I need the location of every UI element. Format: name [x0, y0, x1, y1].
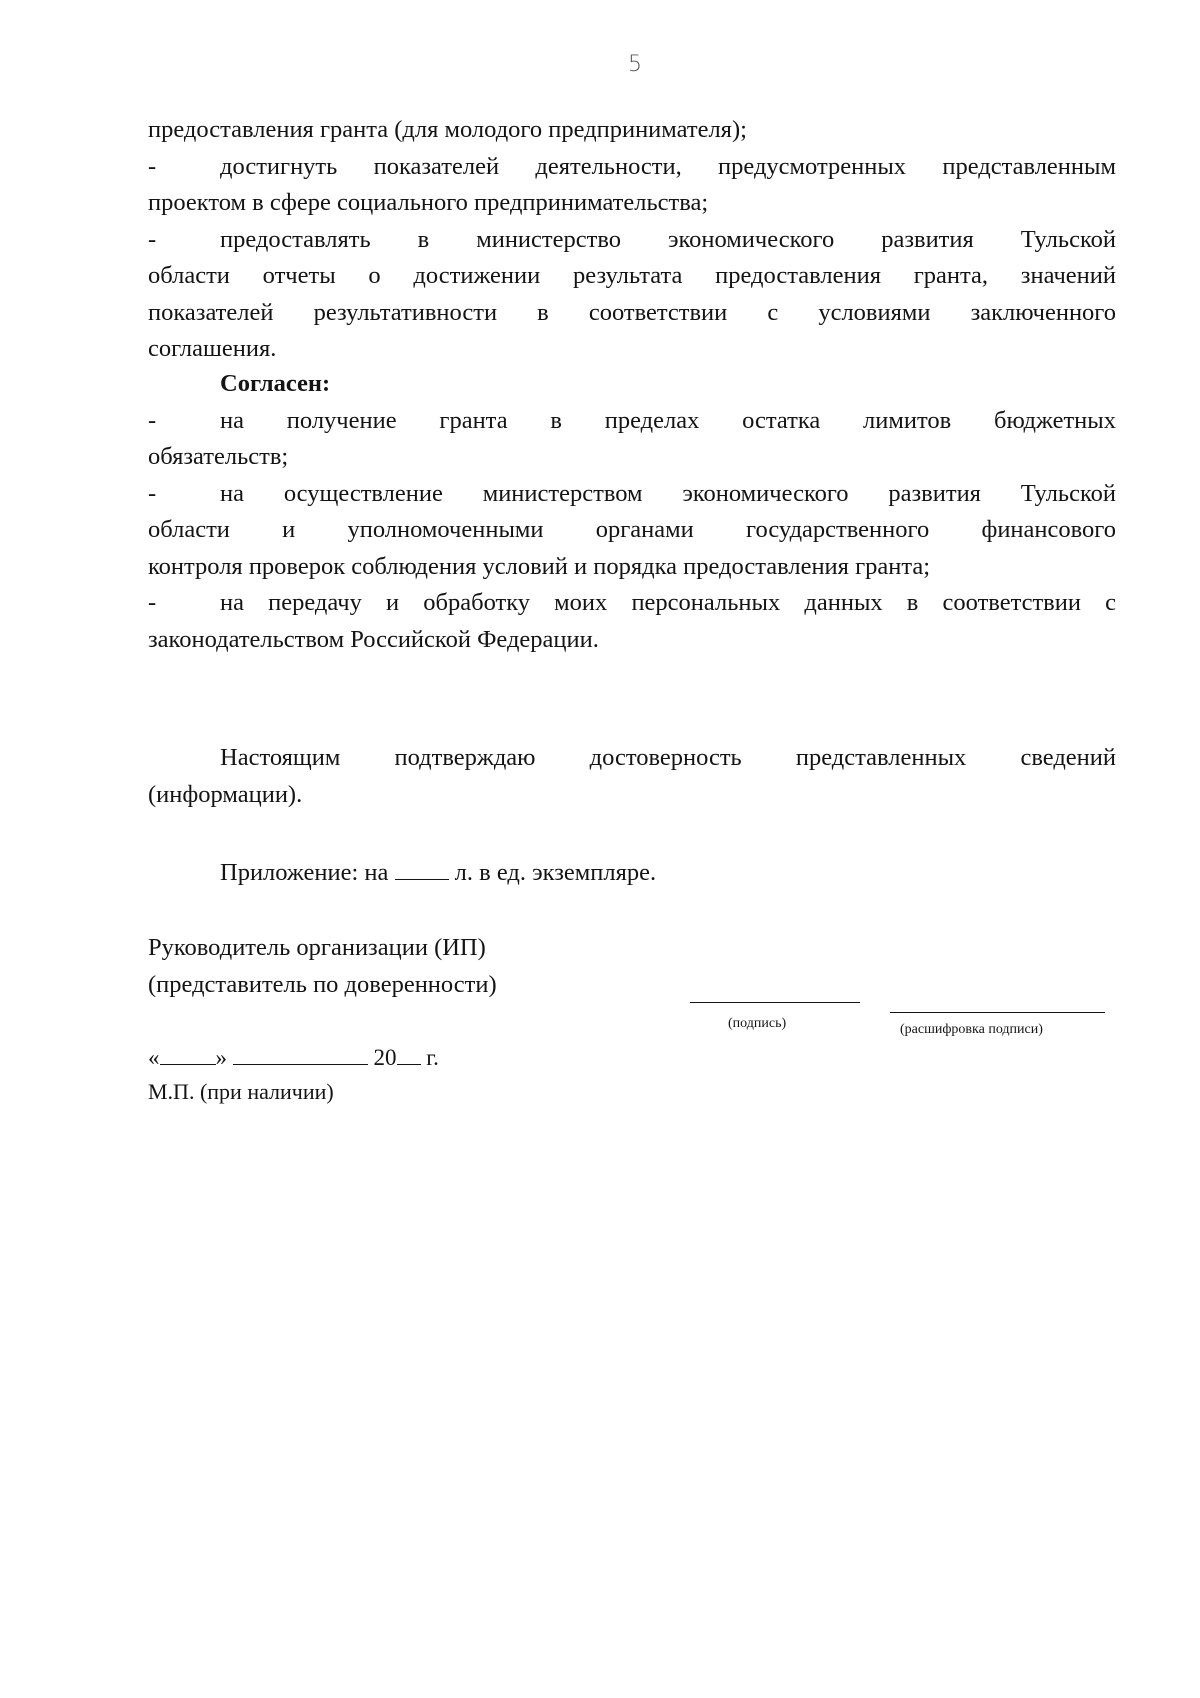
list-marker: -: [148, 152, 157, 180]
year-blank: [397, 1044, 421, 1065]
consent-heading: Согласен:: [220, 370, 331, 397]
signature-decoding-caption: (расшифровка подписи): [900, 1022, 1043, 1037]
consent-item: [148, 585, 1116, 658]
signature-decoding-line: [890, 1012, 1105, 1013]
date-open-quote: «: [148, 1045, 160, 1070]
consent-item-line: контроля проверок соблюдения условий и порядка предоставления гранта;: [148, 552, 931, 580]
consent-item: [148, 403, 1116, 476]
attachment-text: [148, 855, 1116, 892]
consent-item-line: законодательством Российской Федерации.: [148, 625, 599, 653]
attachment-prefix: Приложение: на: [220, 859, 389, 886]
attachment-line: [148, 855, 1116, 892]
obligation-item-line: соглашения.: [148, 335, 277, 362]
list-marker: -: [148, 406, 157, 434]
date-line: [148, 1040, 1116, 1077]
date-close-quote: »: [215, 1045, 227, 1070]
signatory-role: [148, 930, 1116, 1003]
year-suffix: г.: [426, 1045, 439, 1070]
month-blank: [233, 1044, 368, 1065]
consent-section: [148, 366, 1116, 658]
date-field: [148, 1040, 1116, 1077]
confirmation-paragraph: [148, 740, 1116, 813]
consent-item-line: на получение гранта в пределах остатка лимитов бюджетных: [220, 406, 1116, 434]
obligations-section: [148, 112, 1116, 368]
signatory-role-line: Руководитель организации (ИП): [148, 934, 486, 961]
sheet-count-blank: [395, 859, 449, 880]
page-number: 5: [628, 52, 642, 77]
obligation-item: [148, 149, 1116, 222]
list-marker: -: [148, 225, 157, 253]
consent-item-line: обязательств;: [148, 443, 289, 470]
signatory-role-line: (представитель по доверенности): [148, 970, 497, 998]
stamp-note-text: М.П. (при наличии): [148, 1079, 334, 1104]
obligation-continuation: предоставления гранта (для молодого предпринимателя);: [148, 116, 747, 143]
confirmation-line: (информации).: [148, 780, 303, 808]
day-blank: [160, 1044, 216, 1065]
obligation-item-line: показателей результативности в соответствии с условиями заключенного: [148, 298, 1116, 326]
obligation-item-line: достигнуть показателей деятельности, предусмотренных представленным: [220, 152, 1116, 180]
obligation-item-line: области отчеты о достижении результата предоставления гранта, значений: [148, 262, 1116, 289]
list-marker: -: [148, 589, 157, 616]
list-marker: -: [148, 479, 157, 507]
consent-item-line: на осуществление министерством экономического развития Тульской: [220, 479, 1116, 507]
consent-item-line: области и уполномоченными органами государственного финансового: [148, 516, 1116, 543]
obligation-item-line: предоставлять в министерство экономического развития Тульской: [220, 225, 1116, 253]
stamp-note: [148, 1074, 1116, 1111]
signature-line: [690, 1002, 860, 1003]
confirmation-line: Настоящим подтверждаю достоверность представленных сведений: [220, 744, 1116, 771]
obligation-item-line: проектом в сфере социального предпринимательства;: [148, 189, 709, 216]
year-prefix: 20: [373, 1045, 397, 1070]
consent-item-line: на передачу и обработку моих персональных данных в соответствии с: [220, 589, 1116, 616]
signature-caption: (подпись): [728, 1016, 787, 1031]
consent-item: [148, 476, 1116, 586]
obligation-item: [148, 222, 1116, 368]
attachment-suffix: л. в ед. экземпляре.: [454, 859, 657, 886]
